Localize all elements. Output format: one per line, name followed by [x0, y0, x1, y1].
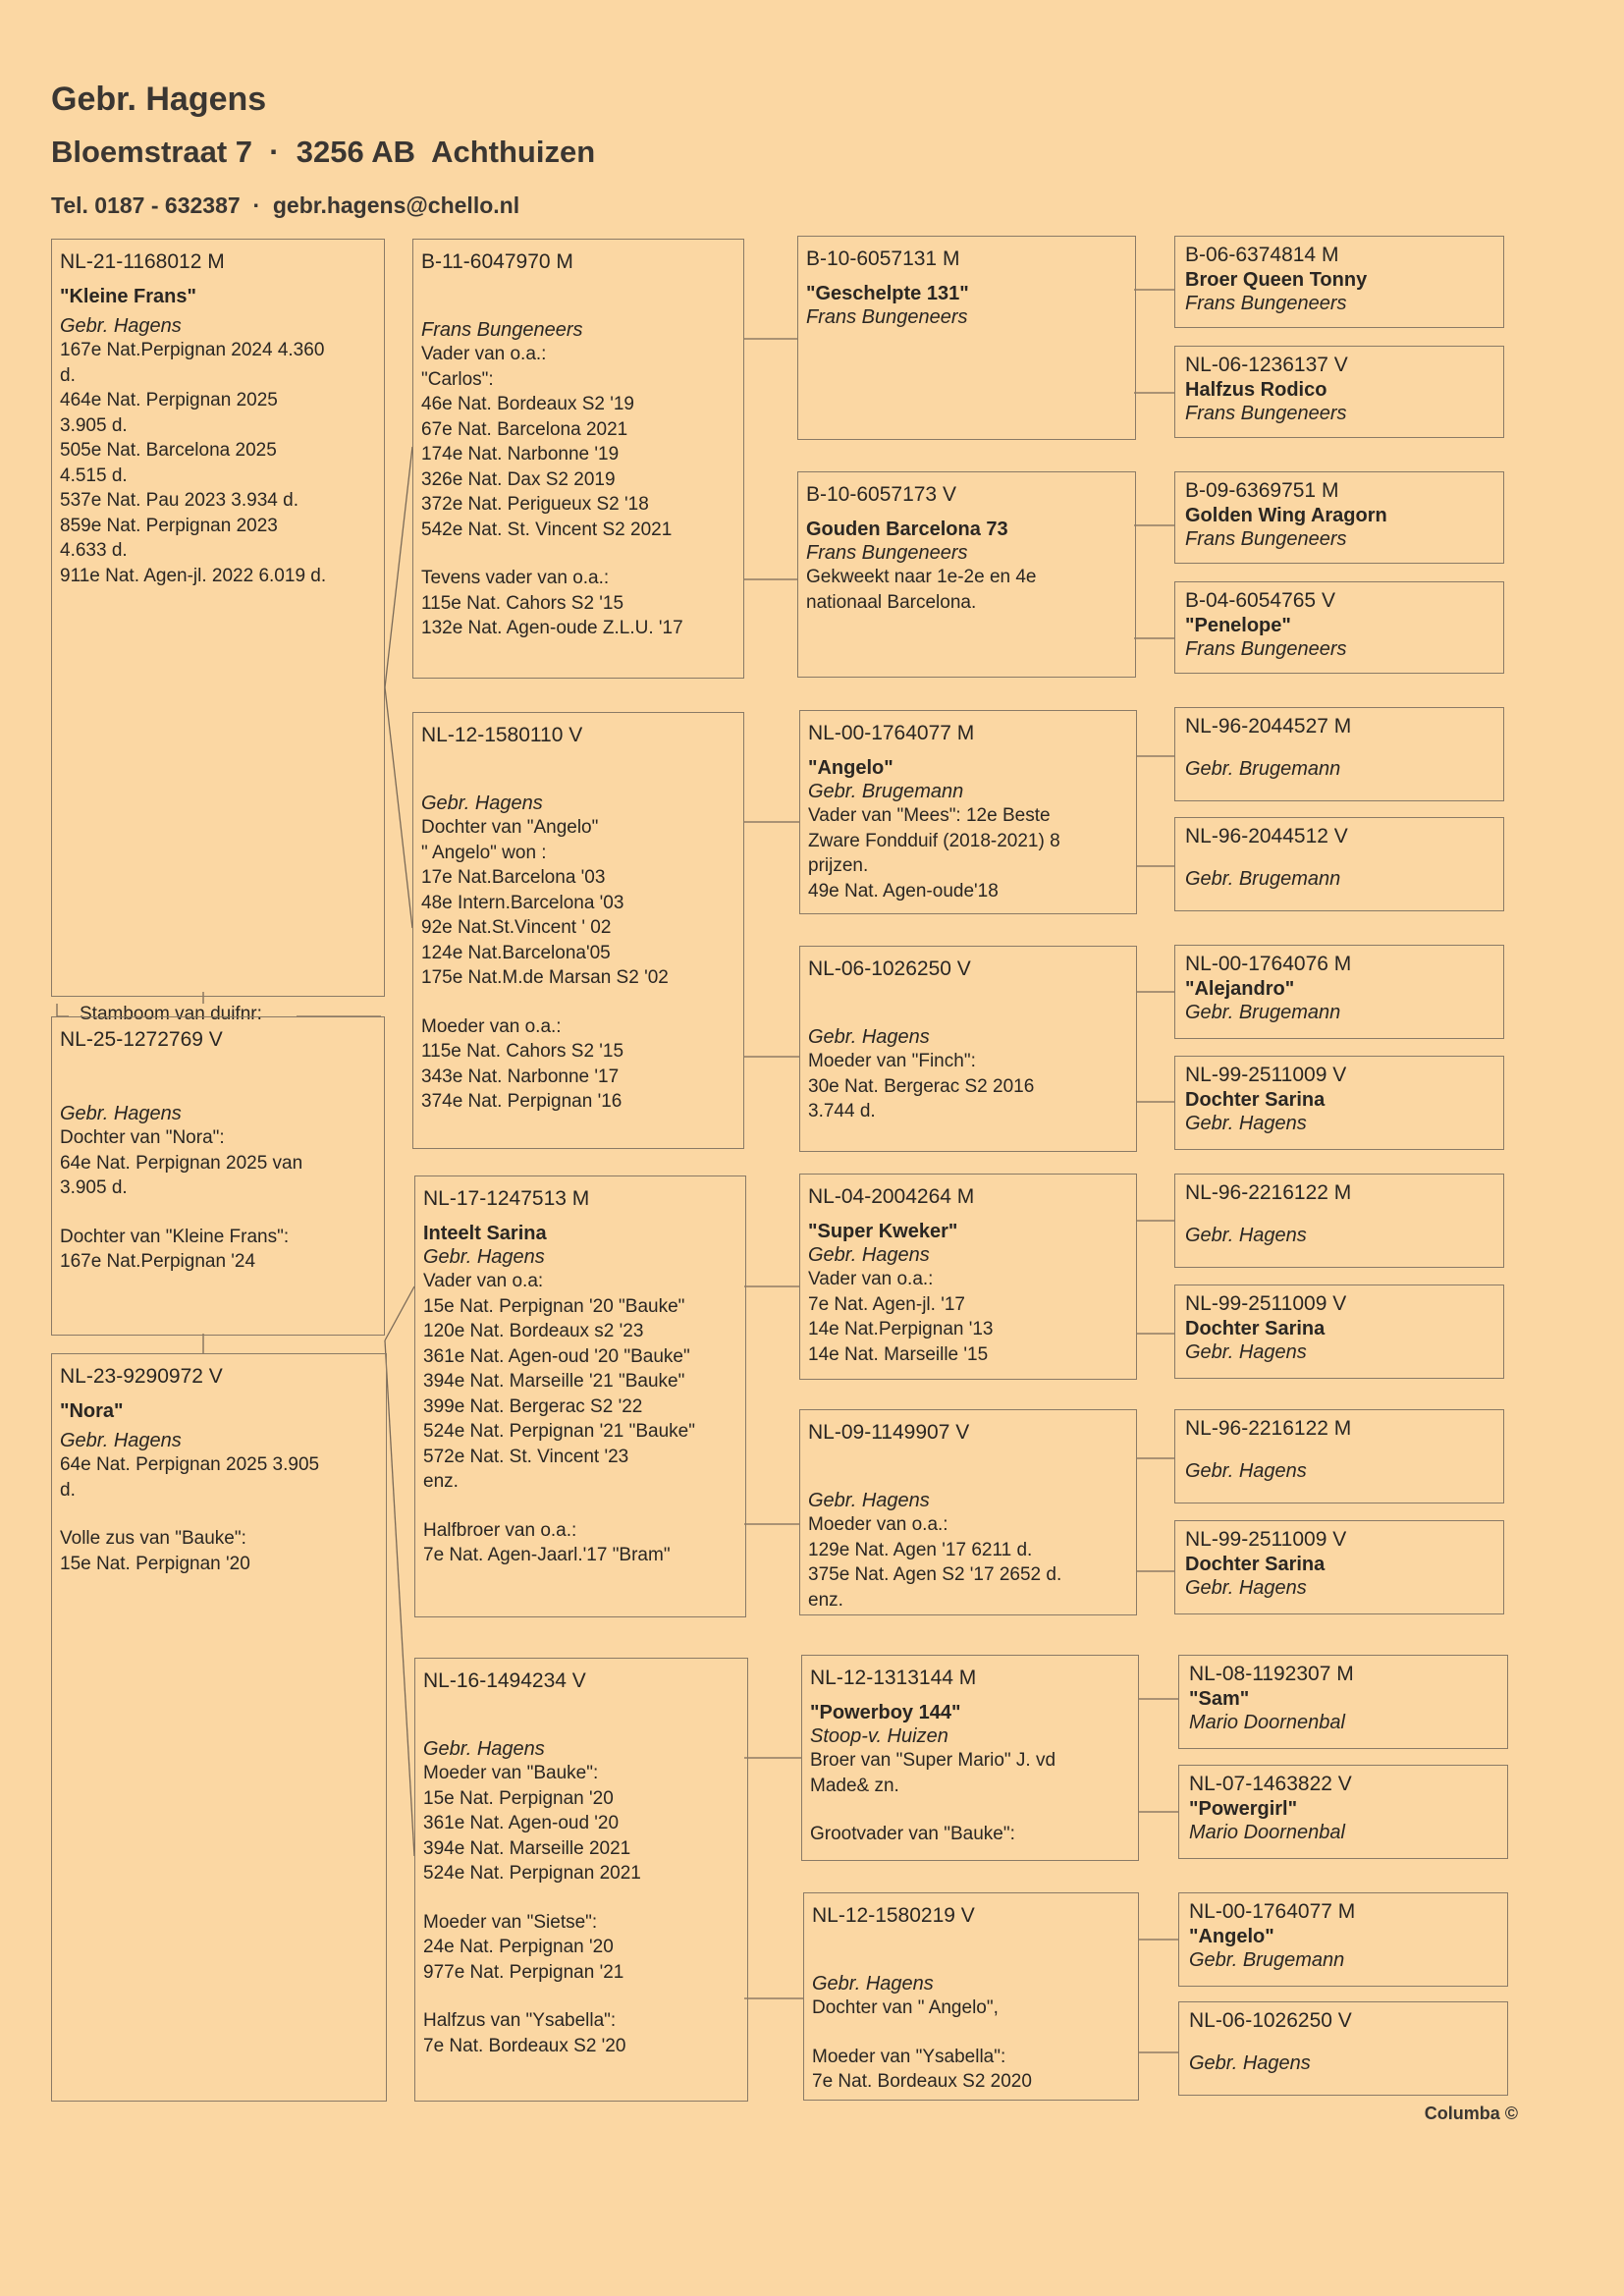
pigeon-box [799, 946, 1137, 1152]
pigeon-box [1174, 581, 1504, 674]
performance-line: 15e Nat. Perpignan '20 [423, 1787, 614, 1809]
pigeon-name: Dochter Sarina [1185, 1089, 1326, 1111]
pigeon-box [1174, 471, 1504, 564]
performance-line: 24e Nat. Perpignan '20 [423, 1937, 614, 1957]
ring-number: NL-96-2044512 V [1185, 825, 1348, 847]
ring-number: NL-99-2511009 V [1185, 1528, 1347, 1551]
performance-line: 167e Nat.Perpignan 2024 4.360 [60, 340, 325, 360]
breeder: Gebr. Hagens [812, 1973, 934, 1995]
performance-line: 572e Nat. St. Vincent '23 [423, 1446, 629, 1467]
ring-number: B-04-6054765 V [1185, 589, 1335, 612]
pigeon-box [797, 236, 1136, 440]
performance-line: 48e Intern.Barcelona '03 [421, 892, 624, 913]
performance-line: 132e Nat. Agen-oude Z.L.U. '17 [421, 618, 683, 638]
pigeon-name: Halfzus Rodico [1185, 379, 1327, 401]
pigeon-box [1174, 1174, 1504, 1268]
performance-line: 115e Nat. Cahors S2 '15 [421, 1041, 624, 1062]
performance-line: 911e Nat. Agen-jl. 2022 6.019 d. [60, 565, 327, 586]
performance-line: 977e Nat. Perpignan '21 [423, 1961, 624, 1983]
pigeon-name: "Penelope" [1185, 615, 1291, 636]
spacer [423, 1886, 739, 1910]
breeder: Frans Bungeneers [1185, 638, 1347, 660]
performance-line: Dochter van "Angelo" [421, 817, 599, 838]
performance-line: 542e Nat. St. Vincent S2 2021 [421, 519, 673, 540]
pigeon-box [1174, 1409, 1504, 1503]
performance-line: 464e Nat. Perpignan 2025 [60, 390, 278, 410]
performance-line: Vader van "Mees": 12e Beste [808, 805, 1051, 826]
performance-line: Moeder van "Finch": [808, 1051, 976, 1071]
performance-line: 4.633 d. [60, 540, 128, 561]
pigeon-name: Dochter Sarina [1185, 1554, 1326, 1575]
breeder: Mario Doornenbal [1189, 1712, 1345, 1733]
pigeon-name: "Powerboy 144" [810, 1702, 961, 1723]
performance-line: 30e Nat. Bergerac S2 2016 [808, 1075, 1035, 1097]
pigeon-box [799, 1174, 1137, 1380]
performance-line: Volle zus van "Bauke": [60, 1528, 246, 1549]
breeder: Gebr. Brugemann [1185, 1002, 1341, 1023]
pigeon-name: Broer Queen Tonny [1185, 269, 1368, 291]
performance-line: 372e Nat. Perigueux S2 '18 [421, 494, 649, 515]
performance-line: Gekweekt naar 1e-2e en 4e [806, 567, 1037, 587]
performance-line: Moeder van "Sietse": [423, 1911, 598, 1933]
breeder: Gebr. Hagens [1185, 1460, 1307, 1482]
performance-line: Halfzus van "Ysabella": [423, 2010, 617, 2031]
performance-line: 15e Nat. Perpignan '20 [60, 1553, 250, 1574]
pigeon-box [1178, 1892, 1508, 1987]
breeder: Gebr. Hagens [423, 1738, 545, 1760]
spacer [423, 1495, 737, 1518]
breeder-address: Bloemstraat 7 · 3256 AB Achthuizen [51, 135, 596, 169]
performance-line: 17e Nat.Barcelona '03 [421, 867, 606, 888]
performance-line: 7e Nat. Agen-Jaarl.'17 "Bram" [423, 1545, 671, 1565]
breeder: Frans Bungeneers [806, 306, 968, 328]
performance-line: 524e Nat. Perpignan '21 "Bauke" [423, 1421, 695, 1442]
ring-number: NL-23-9290972 V [60, 1365, 223, 1388]
performance-line: Halfbroer van o.a.: [423, 1519, 577, 1541]
breeder: Gebr. Hagens [808, 1490, 930, 1511]
spacer [810, 1798, 1130, 1822]
breeder: Gebr. Hagens [1185, 1225, 1307, 1246]
performance-line: 361e Nat. Agen-oud '20 "Bauke" [423, 1345, 690, 1367]
pigeon-box [797, 471, 1136, 678]
breeder-contact: Tel. 0187 - 632387 · gebr.hagens@chello.nl [51, 192, 520, 218]
ring-number: NL-12-1580110 V [421, 724, 583, 746]
pigeon-name: "Powergirl" [1189, 1798, 1298, 1820]
performance-line: Vader van o.a: [423, 1271, 544, 1291]
performance-line: Tevens vader van o.a.: [421, 568, 610, 588]
breeder: Gebr. Hagens [60, 315, 182, 337]
ring-number: NL-96-2216122 M [1185, 1181, 1352, 1204]
breeder: Frans Bungeneers [1185, 528, 1347, 550]
performance-line: Vader van o.a.: [808, 1269, 934, 1289]
ring-number: NL-96-2216122 M [1185, 1417, 1352, 1440]
performance-line: 124e Nat.Barcelona'05 [421, 942, 611, 963]
performance-line: 374e Nat. Perpignan '16 [421, 1091, 623, 1112]
performance-line: 3.744 d. [808, 1101, 876, 1121]
performance-line: enz. [423, 1471, 459, 1492]
performance-line: d. [60, 1479, 76, 1501]
pigeon-box [412, 712, 744, 1149]
performance-line: "Carlos": [421, 368, 494, 390]
pigeon-box [1174, 1285, 1504, 1379]
pigeon-name: Dochter Sarina [1185, 1318, 1326, 1339]
breeder: Gebr. Brugemann [1189, 1949, 1345, 1971]
connector-line [385, 1340, 414, 1856]
ring-number: B-10-6057131 M [806, 247, 960, 270]
spacer [60, 1201, 376, 1225]
breeder: Gebr. Brugemann [1185, 868, 1341, 890]
performance-line: 92e Nat.St.Vincent ' 02 [421, 917, 612, 938]
performance-line: 394e Nat. Marseille '21 "Bauke" [423, 1371, 685, 1392]
spacer [60, 1503, 378, 1526]
ring-number: NL-04-2004264 M [808, 1185, 975, 1208]
performance-line: 14e Nat.Perpignan '13 [808, 1319, 994, 1339]
performance-line: enz. [808, 1589, 843, 1611]
performance-line: d. [60, 364, 76, 386]
pigeon-box [1178, 1655, 1508, 1749]
breeder: Gebr. Hagens [1185, 1341, 1307, 1363]
ring-number: B-11-6047970 M [421, 250, 573, 273]
ring-number: NL-12-1313144 M [810, 1667, 977, 1689]
performance-line: Dochter van " Angelo", [812, 1997, 999, 2018]
performance-line: Moeder van o.a.: [421, 1015, 562, 1037]
performance-line: 361e Nat. Agen-oud '20 [423, 1813, 620, 1833]
breeder: Mario Doornenbal [1189, 1822, 1345, 1843]
spacer [421, 991, 735, 1014]
breeder: Gebr. Hagens [808, 1026, 930, 1048]
performance-line: 524e Nat. Perpignan 2021 [423, 1863, 641, 1884]
performance-line: Grootvader van "Bauke": [810, 1824, 1015, 1844]
performance-line: prijzen. [808, 855, 869, 876]
performance-line: Moeder van "Ysabella": [812, 2046, 1006, 2067]
performance-line: Moeder van o.a.: [808, 1514, 948, 1535]
breeder: Gebr. Hagens [1185, 1577, 1307, 1599]
ring-number: NL-16-1494234 V [423, 1669, 586, 1692]
pigeon-box [51, 239, 385, 997]
performance-line: 394e Nat. Marseille 2021 [423, 1837, 631, 1859]
performance-line: 4.515 d. [60, 465, 128, 486]
performance-line: 175e Nat.M.de Marsan S2 '02 [421, 967, 669, 988]
performance-line: 174e Nat. Narbonne '19 [421, 444, 620, 465]
performance-line: 46e Nat. Bordeaux S2 '19 [421, 394, 634, 414]
performance-line: 49e Nat. Agen-oude'18 [808, 880, 999, 902]
pigeon-box [51, 1016, 385, 1336]
performance-line: 167e Nat.Perpignan '24 [60, 1251, 256, 1272]
pigeon-box [1174, 707, 1504, 801]
spacer [421, 542, 735, 566]
performance-line: 859e Nat. Perpignan 2023 [60, 515, 278, 536]
connector-line [385, 447, 412, 687]
ring-number: NL-17-1247513 M [423, 1187, 590, 1210]
ring-number: NL-07-1463822 V [1189, 1773, 1352, 1795]
performance-line: 343e Nat. Narbonne '17 [421, 1066, 620, 1087]
spacer [423, 1985, 739, 2008]
breeder: Gebr. Hagens [421, 793, 543, 814]
performance-line: 3.905 d. [60, 414, 128, 436]
performance-line: 375e Nat. Agen S2 '17 2652 d. [808, 1564, 1062, 1585]
performance-line: Moeder van "Bauke": [423, 1763, 599, 1783]
ring-number: NL-00-1764077 M [808, 722, 975, 744]
ring-number: NL-99-2511009 V [1185, 1292, 1347, 1315]
pigeon-box [1174, 236, 1504, 328]
pigeon-box [799, 710, 1137, 914]
breeder: Gebr. Hagens [1189, 2052, 1311, 2074]
connector-line [385, 687, 412, 928]
spacer [812, 2021, 1130, 2045]
performance-line: 129e Nat. Agen '17 6211 d. [808, 1539, 1033, 1560]
performance-line: 115e Nat. Cahors S2 '15 [421, 592, 624, 614]
performance-line: 64e Nat. Perpignan 2025 van [60, 1152, 303, 1174]
pigeon-box [414, 1175, 746, 1617]
ring-number: NL-00-1764077 M [1189, 1900, 1356, 1923]
pigeon-box [1178, 2001, 1508, 2096]
breeder: Gebr. Hagens [60, 1430, 182, 1451]
breeder: Gebr. Hagens [60, 1103, 182, 1124]
performance-line: 399e Nat. Bergerac S2 '22 [423, 1395, 643, 1417]
performance-line: 7e Nat. Bordeaux S2 '20 [423, 2035, 626, 2056]
pigeon-box [1174, 346, 1504, 438]
pigeon-box [801, 1655, 1139, 1861]
pigeon-box [1174, 945, 1504, 1039]
breeder: Gebr. Brugemann [808, 781, 964, 802]
breeder: Gebr. Hagens [808, 1244, 930, 1266]
pigeon-box [803, 1892, 1139, 2101]
ring-number: NL-12-1580219 V [812, 1904, 975, 1927]
pigeon-name: "Kleine Frans" [60, 286, 197, 307]
pedigree-label: Stamboom van duifnr: [74, 1004, 268, 1025]
breeder: Frans Bungeneers [1185, 293, 1347, 314]
pigeon-name: "Alejandro" [1185, 978, 1295, 1000]
performance-line: 64e Nat. Perpignan 2025 3.905 [60, 1454, 320, 1475]
ring-number: NL-25-1272769 V [60, 1028, 223, 1051]
performance-line: " Angelo" won : [421, 842, 547, 863]
connector-line [385, 1286, 414, 1340]
breeder: Gebr. Hagens [423, 1246, 545, 1268]
breeder-name: Gebr. Hagens [51, 81, 267, 118]
performance-line: 326e Nat. Dax S2 2019 [421, 468, 616, 490]
pigeon-name: Golden Wing Aragorn [1185, 505, 1387, 526]
performance-line: 14e Nat. Marseille '15 [808, 1343, 989, 1365]
pigeon-box [412, 239, 744, 679]
pigeon-name: "Nora" [60, 1400, 124, 1422]
performance-line: 505e Nat. Barcelona 2025 [60, 440, 277, 461]
performance-line: Broer van "Super Mario" J. vd [810, 1750, 1056, 1771]
performance-line: 120e Nat. Bordeaux s2 '23 [423, 1321, 644, 1341]
ring-number: NL-21-1168012 M [60, 250, 225, 273]
pigeon-box [51, 1353, 387, 2102]
performance-line: nationaal Barcelona. [806, 591, 977, 613]
ring-number: NL-09-1149907 V [808, 1421, 970, 1444]
performance-line: Dochter van "Nora": [60, 1127, 225, 1148]
breeder: Frans Bungeneers [1185, 403, 1347, 424]
pigeon-name: "Angelo" [1189, 1926, 1274, 1947]
ring-number: NL-99-2511009 V [1185, 1064, 1347, 1086]
ring-number: NL-06-1026250 V [808, 957, 971, 980]
ring-number: NL-00-1764076 M [1185, 953, 1352, 975]
breeder: Frans Bungeneers [421, 319, 583, 341]
footer-copyright: Columba © [1424, 2104, 1518, 2123]
pigeon-box [1174, 817, 1504, 911]
performance-line: 537e Nat. Pau 2023 3.934 d. [60, 490, 298, 511]
pigeon-box [1178, 1765, 1508, 1859]
ring-number: NL-06-1026250 V [1189, 2009, 1352, 2032]
ring-number: NL-06-1236137 V [1185, 354, 1348, 376]
ring-number: NL-96-2044527 M [1185, 715, 1352, 738]
performance-line: Dochter van "Kleine Frans": [60, 1226, 290, 1247]
pigeon-box [799, 1409, 1137, 1615]
ring-number: NL-08-1192307 M [1189, 1663, 1354, 1685]
pigeon-box [414, 1658, 748, 2102]
breeder: Frans Bungeneers [806, 542, 968, 564]
breeder: Gebr. Hagens [1185, 1113, 1307, 1134]
performance-line: 3.905 d. [60, 1177, 128, 1198]
performance-line: 15e Nat. Perpignan '20 "Bauke" [423, 1295, 685, 1317]
pigeon-name: "Super Kweker" [808, 1221, 958, 1242]
ring-number: B-10-6057173 V [806, 483, 956, 506]
performance-line: Vader van o.a.: [421, 344, 547, 364]
pigeon-name: "Sam" [1189, 1688, 1250, 1710]
pigeon-name: Gouden Barcelona 73 [806, 519, 1008, 540]
breeder: Gebr. Brugemann [1185, 758, 1341, 780]
breeder: Stoop-v. Huizen [810, 1725, 948, 1747]
ring-number: B-09-6369751 M [1185, 479, 1339, 502]
performance-line: Made& zn. [810, 1775, 899, 1796]
performance-line: 7e Nat. Agen-jl. '17 [808, 1293, 965, 1315]
performance-line: 7e Nat. Bordeaux S2 2020 [812, 2071, 1032, 2092]
pigeon-name: "Geschelpte 131" [806, 283, 969, 304]
performance-line: Zware Fondduif (2018-2021) 8 [808, 830, 1060, 851]
pigeon-box [1174, 1056, 1504, 1150]
pigeon-name: Inteelt Sarina [423, 1223, 547, 1244]
pigeon-name: "Angelo" [808, 757, 893, 779]
ring-number: B-06-6374814 M [1185, 244, 1339, 266]
performance-line: 67e Nat. Barcelona 2021 [421, 418, 628, 440]
pigeon-box [1174, 1520, 1504, 1614]
